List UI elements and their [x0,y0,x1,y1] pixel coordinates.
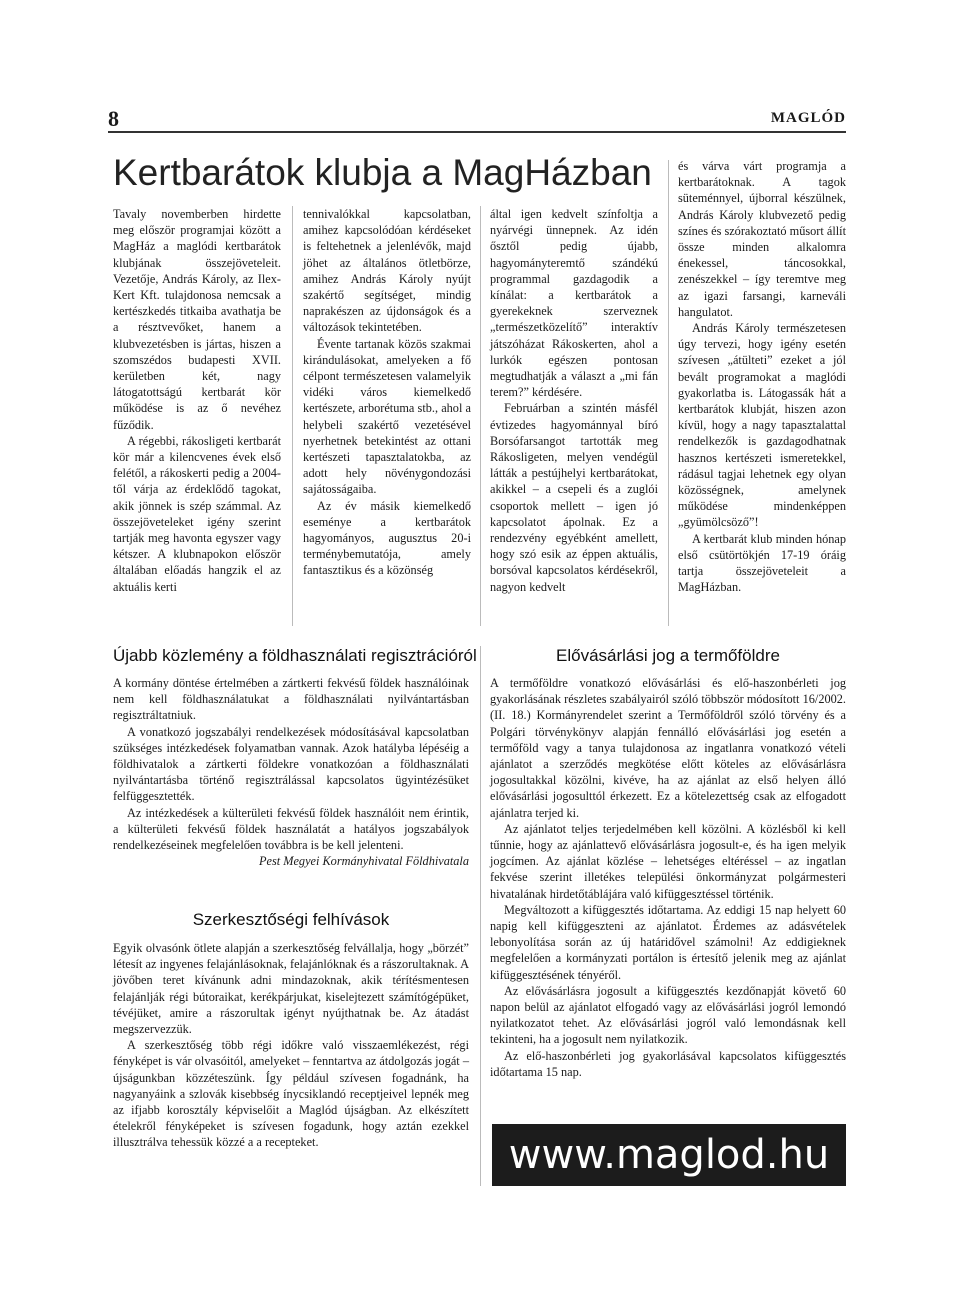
page-number: 8 [108,106,119,131]
paragraph: Az intézkedések a külterületi fekvésű földek használóit nem érintik, a külterületi fekvésű földek használatát a hatályos jogszabályok rendelkezéseinek megfelelően továbbra is be kell jelenteni. [113,805,469,853]
column-divider [480,206,481,626]
paragraph: Évente tartanak közös szakmai kirándulásokat, amelyeken a fő célpont természetesen valamelyik vidéki város kiemelkedő kertészete, arborétuma stb., ahol a helybeli szakértő vezetésével nyerhetnek betekintést az ottani kertészeti tapasztalatokba, az adott hely növénygondozási sajátosságaiba. [303,336,471,497]
paragraph: Az ajánlatot teljes terjedelmében kell közölni. A közlésből ki kell tűnnie, hogy az ajánlattevő elővásárlásra jogosult-e, és ha igen melyik jogcímen. Az ajánlat közlése – lehetséges eltéréssel – az ingatlan fekvése szerint illetékes települési önkormányzat polgármesteri hivatalának hirdetőtáblájára való kifüggesztéssel történik. [490,821,846,901]
article-column-1 [113,206,281,595]
paragraph: A vonatkozó jogszabályi rendelkezések módosításával kapcsolatban szükséges intézkedések folyamatban vannak. Azok hatályba lépéséig a földhivatalok a zártkerti földekre vonatkozóan a földhasználati nyilvántartásba történő regisztrálással kapcsolatos ügyintézésüket felfüggesztették. [113,724,469,804]
paragraph: Az év másik kiemelkedő eseménye a kertbarátok hagyományos, augusztus 20-i terménybemutatója, amely fantasztikus és a közönség [303,498,471,578]
paragraph: Egyik olvasónk ötlete alapján a szerkesztőség felvállalja, hogy „börzét” létesít az ingyenes felajánlásoknak, felajánlóknak és a rászorultaknak. A jövőben teret kívánunk adni mindazoknak, akik térítésmentesen felajánlják régi bútoraikat, kerékpárjukat, kiselejtezett számítógépüket, tévéjüket, amire a rászorultak igényt nyújthatnak be. Az átadást megszervezzük. [113,941,469,1037]
editorial-title: Szerkesztőségi felhívások [192,910,390,929]
magazine-name: MAGLÓD [770,110,846,126]
article-headline: Kertbarátok klubja a MagHázban [113,152,652,193]
article-column-2 [303,206,471,579]
paragraph: Az elő-haszonbérleti jog gyakorlásával kapcsolatos kifüggesztés időtartama 15 nap. [490,1048,846,1079]
paragraph: A régebbi, rákosligeti kertbarát kör már a kilencvenes évek első felétől, a rákoskerti pedig a 2004-től várja az érdeklődő tagokat, akik jönnek is szép számmal. Az összejöveteleket igény szerint tartják meg havonta egyszer vagy kétszer. A klubnapokon először általában előadás hangzik el az aktuális kerti [113,433,281,594]
paragraph: A kertbarát klub minden hónap első csütörtökjén 17-19 óráig tartja összejöveteleit a MagHázban. [678,531,846,595]
header-rule [108,131,846,133]
preemption-body [490,675,846,1080]
paragraph: A kormány döntése értelmében a zártkerti fekvésű földek használóinak nem kell földhasználatukat a földhasználati nyilvántartásban regisztráltatniuk. [113,676,469,723]
editorial-body [113,940,469,1151]
paragraph: Tavaly novemberben hirdette meg először programjai között a MagHáz a maglódi kertbarátok klubjának összejöveteleit. Vezetője, András Károly, az Ilex-Kert Kft. tulajdonosa nemcsak a kertészkedés titkaiba avathatja be a résztvevőket, hanem a klubvezetésben is jártas, hiszen a szomszédos budapesti XVII. kerületben két, nagy látogatottságú kertbarát kör működése is az ő nevéhez fűződik. [113,207,281,432]
article-column-3 [490,206,658,595]
paragraph: Az elővásárlásra jogosult a kifüggesztés kezdőnapját követő 60 napon belül az ajánlatot elfogadó vagy az elővásárlási jogról lemondó nyilatkozatot tehet. Az elővásárlási jogról való lemondásnak kell tekinteni, ha a jogosult nem nyilatkozik. [490,983,846,1047]
notice-title: Újabb közlemény a földhasználati regisztrációról [113,646,477,665]
paragraph: által igen kedvelt színfoltja a nyárvégi ünnepnek. Az idén ősztől pedig újabb, hagyományteremtő szándékú programmal gazdagodik a kínálat: a kertbarátok a gyerekeknek szerveznek „természetközelítő” interaktív játszóházat Rákoskerten, ahol a lurkók egészen pontosan megtudhatják a választ a „mi fán terem?” kérdésére. [490,207,658,400]
paragraph: tennivalókkal kapcsolatban, amihez kapcsolódóan kérdéseket is feltehetnek a jelenlévők, majd jöhet az általános ötletbörze, amihez András Károly nyújt szakértő segítséget, mindig naprakészen az újdonságok és a változások tekintetében. [303,207,471,335]
notice-signature: Pest Megyei Kormányhivatal Földhivatala [258,854,469,869]
paragraph: A szerkesztőség több régi időkre való visszaemlékezést, régi fényképet is vár olvasóitól, amelyeket – fenntartva az átdolgozás jogát – újságunkban közzéteszünk. Így például szívesen fogadnánk, ha nagyanyáink a szlovák kisebbség ínycsiklandó receptjeivel lepnék meg az ifjabb korosztály képviselőit a Maglód újságban. Az elkészített ételekről fényképeket is szívesen fogadunk, hogy aztán ezekkel illusztrálva tehessük közzé a a recepteket. [113,1038,469,1150]
paragraph: Februárban a szintén másfél évtizedes hagyománnyal bíró Borsófarsangot tartották meg Rákosligeten, melyen vendégül látták a pestújhelyi kertbarátokat, akikkel – a csepeli és a zuglói csoportok mellett – igen jó kapcsolatot ápolnak. Ez a rendezvény egyébként amellett, hogy szó esik az éppen aktuális, borsóval kapcsolatos kérdésekről, nagyon kedvelt [490,401,658,594]
paragraph: Megváltozott a kifüggesztés időtartama. Az eddigi 15 nap helyett 60 napig kell kifüggeszteni az ajánlatot. Érdemes az adásvételek lebonyolítása során az új határidővel számolni! Az eddigieknek megfelelően a kormányzati portálon is értesítő jelenik meg az ajánlat kifüggesztésének tényéről. [490,902,846,982]
column-divider [668,160,669,626]
article-column-4 [678,158,846,595]
column-divider [292,206,293,626]
paragraph: András Károly természetesen úgy tervezi, hogy igény esetén szívesen „átülteti” ezeket a jól bevált programokat a maglódi gyakorlatba is. Látogassák hát a kertbarátok klubját, hiszen azon kívül, hogy a nagy tapasztalattal rendelkezők is gazdagodhatnak hasznos kertészeti ismeretekkel, rádásul tagjai lehetnek egy olyan közösségnek, amelynek működése mindenképpen „gyümölcsöző”! [678,321,846,530]
paragraph: A termőföldre vonatkozó elővásárlási és elő-haszonbérleti jog gyakorlásának részletes szabályairól szóló többször módosított 16/2002. (II. 18.) Kormányrendelet szerint a Termőföldről szóló törvény és a Polgári törvénykönyv alapján fennálló elővásárlási jog esetén a termőföld vagy a tanya tulajdonosa az ingatlanra vonatkozó vételi ajánlatot a szerződés megkötése előtt köteles az elővásárlásra jogosultakkal közölni, kivéve, ha az ajánlat az első helyen álló elővásárlási jogosulttól érkezett. Ez a kötelezettség csak az elfogadott ajánlatra terjed ki. [490,676,846,820]
paragraph: és várva várt programja a kertbarátoknak. A tagok süteménnyel, újborral készülnek, András Károly klubvezető pedig színes és szórakoztató műsort állít össze minden alkalomra énekessel, táncosokkal, zenészekkel – így teremtve meg az igazi farsangi, karneváli hangulatot. [678,159,847,319]
website-banner: www.maglod.hu [492,1124,846,1186]
column-divider [480,646,481,1186]
notice-body [113,675,469,869]
preemption-title: Elővásárlási jog a termőföldre [556,646,780,665]
